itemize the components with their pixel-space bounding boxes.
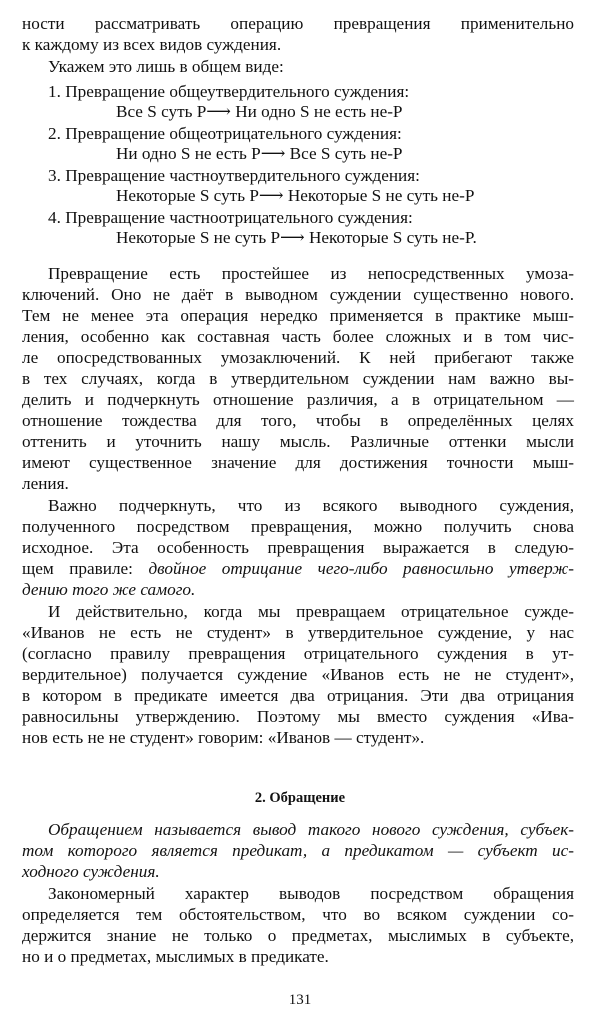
text-line: Превращение есть простейшее из непосредственных умоза-: [48, 264, 574, 283]
text-line: (согласно правилу превращения отрицательного суждения в ут-: [22, 644, 574, 663]
text-line: ключений. Оно не даёт в выводном суждении существенно нового.: [22, 285, 574, 304]
text-line: держится знание не только о предметах, мыслимых в субъекте,: [22, 926, 574, 945]
section-heading: 2. Обращение: [254, 790, 346, 806]
text-line: ности рассматривать операцию превращения применительно: [22, 14, 574, 33]
text-line: [22, 559, 574, 579]
text-line: делить и подчеркнуть отношение различия, а в отрицательном —: [22, 390, 574, 409]
text-line: в тех случаях, когда в утвердительном суждении нам важно вы-: [22, 369, 574, 388]
emphasized-rule: дению того же самого.: [22, 580, 196, 599]
text-line: но и о предметах, мыслимых в предикате.: [22, 947, 329, 966]
text-line: исходное. Эта особенность превращения выражается в следую-: [22, 538, 574, 557]
rule-formula: Некоторые S суть P⟶ Некоторые S не суть не-P: [116, 186, 475, 205]
text-line: оттенить и уточнить нашу мысль. Различные оттенки мысли: [22, 432, 574, 451]
definition-line: Обращением называется вывод такого нового суждения, субъек-: [48, 820, 574, 839]
rule-formula: Все S суть P⟶ Ни одно S не есть не-P: [116, 102, 403, 121]
text-line: «Иванов не есть не студент» в утвердительное суждение, у нас: [22, 623, 574, 642]
text-line: к каждому из всех видов суждения.: [22, 35, 282, 54]
emphasized-rule: двойное отрицание чего-либо равносильно утверж-: [148, 559, 574, 578]
rule-intro: щем правиле:: [22, 559, 149, 578]
text-line: Закономерный характер выводов посредством обращения: [48, 884, 574, 903]
rule-heading: 4. Превращение частноотрицательного суждения:: [48, 208, 413, 227]
definition-line: ходного суждения.: [22, 862, 160, 881]
text-line: полученного посредством превращения, можно получить снова: [22, 517, 574, 536]
rule-heading: 2. Превращение общеотрицательного суждения:: [48, 124, 402, 143]
text-line: определяется тем обстоятельством, что во всяком суждении со-: [22, 905, 574, 924]
text-line: имеют существенное значение для достижения точности мыш-: [22, 453, 574, 472]
text-line: Тем не менее эта операция нередко применяется в практике мыш-: [22, 306, 574, 325]
rule-heading: 3. Превращение частноутвердительного суждения:: [48, 166, 420, 185]
text-line: нов есть не не студент» говорим: «Иванов — студент».: [22, 728, 425, 747]
text-line: Важно подчеркнуть, что из всякого выводного суждения,: [48, 496, 574, 515]
text-line: отношение тождества для того, чтобы в определённых целях: [22, 411, 574, 430]
definition-line: том которого является предикат, а предикатом — субъект ис-: [22, 841, 574, 860]
rule-formula: Некоторые S не суть P⟶ Некоторые S суть не-P.: [116, 228, 477, 247]
page-number: 131: [288, 992, 312, 1008]
text-line: ле опосредствованных умозаключений. К ней прибегают также: [22, 348, 574, 367]
text-line: равносильны утверждению. Поэтому мы вместо суждения «Ива-: [22, 707, 574, 726]
rule-formula: Ни одно S не есть P⟶ Все S суть не-P: [116, 144, 403, 163]
text-line: ления, особенно как составная часть более сложных и в том чис-: [22, 327, 574, 346]
text-line: И действительно, когда мы превращаем отрицательное сужде-: [48, 602, 574, 621]
text-line: вердительное) получается суждение «Иванов есть не не студент»,: [22, 665, 574, 684]
text-line: ления.: [22, 474, 69, 493]
rule-heading: 1. Превращение общеутвердительного суждения:: [48, 82, 410, 101]
text-line: Укажем это лишь в общем виде:: [48, 57, 284, 76]
text-line: в котором в предикате имеется два отрицания. Эти два отрицания: [22, 686, 574, 705]
